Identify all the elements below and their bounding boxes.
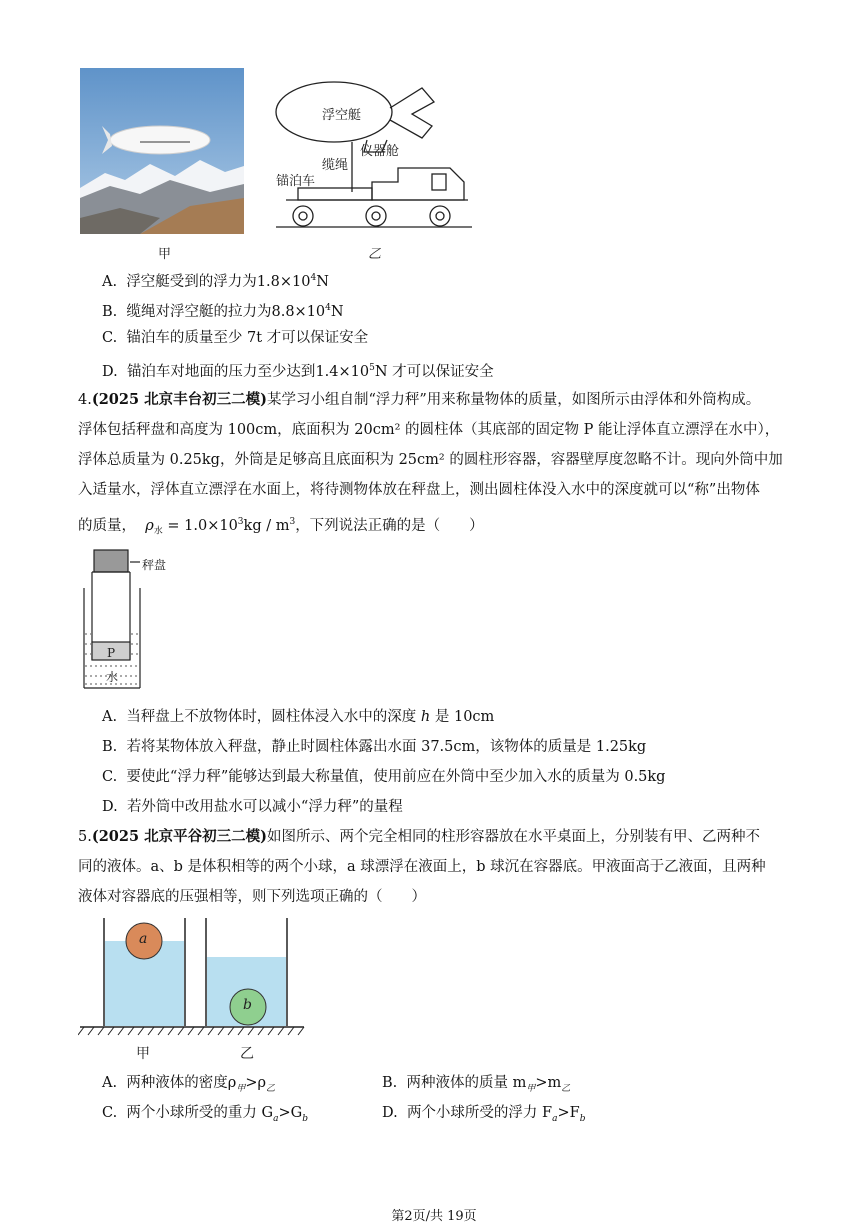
q4-option-a: A. 当秤盘上不放物体时，圆柱体浸入水中的深度 h 是 10cm [102, 709, 495, 725]
q5-left-caption: 甲 [136, 1046, 150, 1062]
page-footer: 第2页/共 19页 [391, 1209, 477, 1224]
q3-fig-right-caption: 乙 [368, 247, 382, 262]
q4-label-pan: 秤盘 [142, 558, 167, 572]
q3-label-instrument: 仪器舱 [360, 144, 400, 159]
q4-line-3: 浮体总质量为 0.25kg，外筒是足够高且底面积为 25cm² 的圆柱形容器，容器壁厚度忽略不计。现向外筒中加 [78, 452, 783, 468]
q5-ball-b-label: b [243, 997, 252, 1013]
q3-option-c: C. 锚泊车的质量至少 7t 才可以保证安全 [102, 330, 369, 346]
q4-line-5: 的质量， $\rho_水 = 1.0\times 10^3kg / m^3$，下列说法正确的是（ ） [78, 517, 484, 537]
q3-label-cable: 缆绳 [322, 158, 349, 173]
q5-option-b: B. 两种液体的质量 $m_甲>m_乙$ [382, 1075, 571, 1094]
q5-ball-a-label: a [139, 931, 148, 947]
q5-line-2: 同的液体。a、b 是体积相等的两个小球，a 球漂浮在液面上，b 球沉在容器底。甲液面高于乙液面，且两种 [78, 859, 766, 875]
q3-label-blimp: 浮空艇 [322, 108, 362, 123]
q4-label-water: 水 [106, 670, 119, 684]
q4-label-p: P [107, 646, 116, 660]
q5-line-1: 5.(2025 北京平谷初三二模)如图所示、两个完全相同的柱形容器放在水平桌面上，分别装有甲、乙两种不 [78, 828, 760, 845]
q5-diagram [78, 914, 308, 1040]
q4-option-b: B. 若将某物体放入秤盘，静止时圆柱体露出水面 37.5cm，该物体的质量是 1.25kg [102, 739, 647, 755]
q4-line-4: 入适量水，浮体直立漂浮在水面上，将待测物体放在秤盘上，测出圆柱体没入水中的深度就可以“称”出物体 [78, 482, 760, 498]
q3-option-b: B. 缆绳对浮空艇的拉力为$8.8\times 10^4N$ [102, 303, 344, 320]
q3-fig-left-caption: 甲 [158, 247, 172, 262]
q4-option-c: C. 要使此“浮力秤”能够达到最大称量值，使用前应在外筒中至少加入水的质量为 0.5kg [102, 769, 666, 785]
q5-option-d: D. 两个小球所受的浮力 $F_a>F_b$ [382, 1105, 586, 1124]
q3-photo [80, 68, 244, 234]
q4-line-2: 浮体包括秤盘和高度为 100cm，底面积为 20cm² 的圆柱体（其底部的固定物 P 能让浮体直立漂浮在水中）， [78, 422, 780, 438]
q5-option-c: C. 两个小球所受的重力 $G_a>G_b$ [102, 1105, 308, 1124]
q3-option-a: A. 浮空艇受到的浮力为$1.8\times 10^4N$ [102, 273, 329, 290]
q5-line-3: 液体对容器底的压强相等，则下列选项正确的（ ） [78, 889, 426, 905]
q5-option-a: A. 两种液体的密度$\rho_甲>\rho_乙$ [102, 1075, 276, 1094]
q3-label-truck: 锚泊车 [276, 174, 316, 189]
q3-option-d: D. 锚泊车对地面的压力至少达到$1.4\times 10^5N$ 才可以保证安全 [102, 363, 494, 380]
q5-right-caption: 乙 [240, 1046, 254, 1062]
q4-option-d: D. 若外筒中改用盐水可以减小“浮力秤”的量程 [102, 799, 403, 815]
q4-line-1: 4.(2025 北京丰台初三二模)某学习小组自制“浮力秤”用来称量物体的质量，如图所示由浮体和外筒构成。 [78, 391, 761, 408]
